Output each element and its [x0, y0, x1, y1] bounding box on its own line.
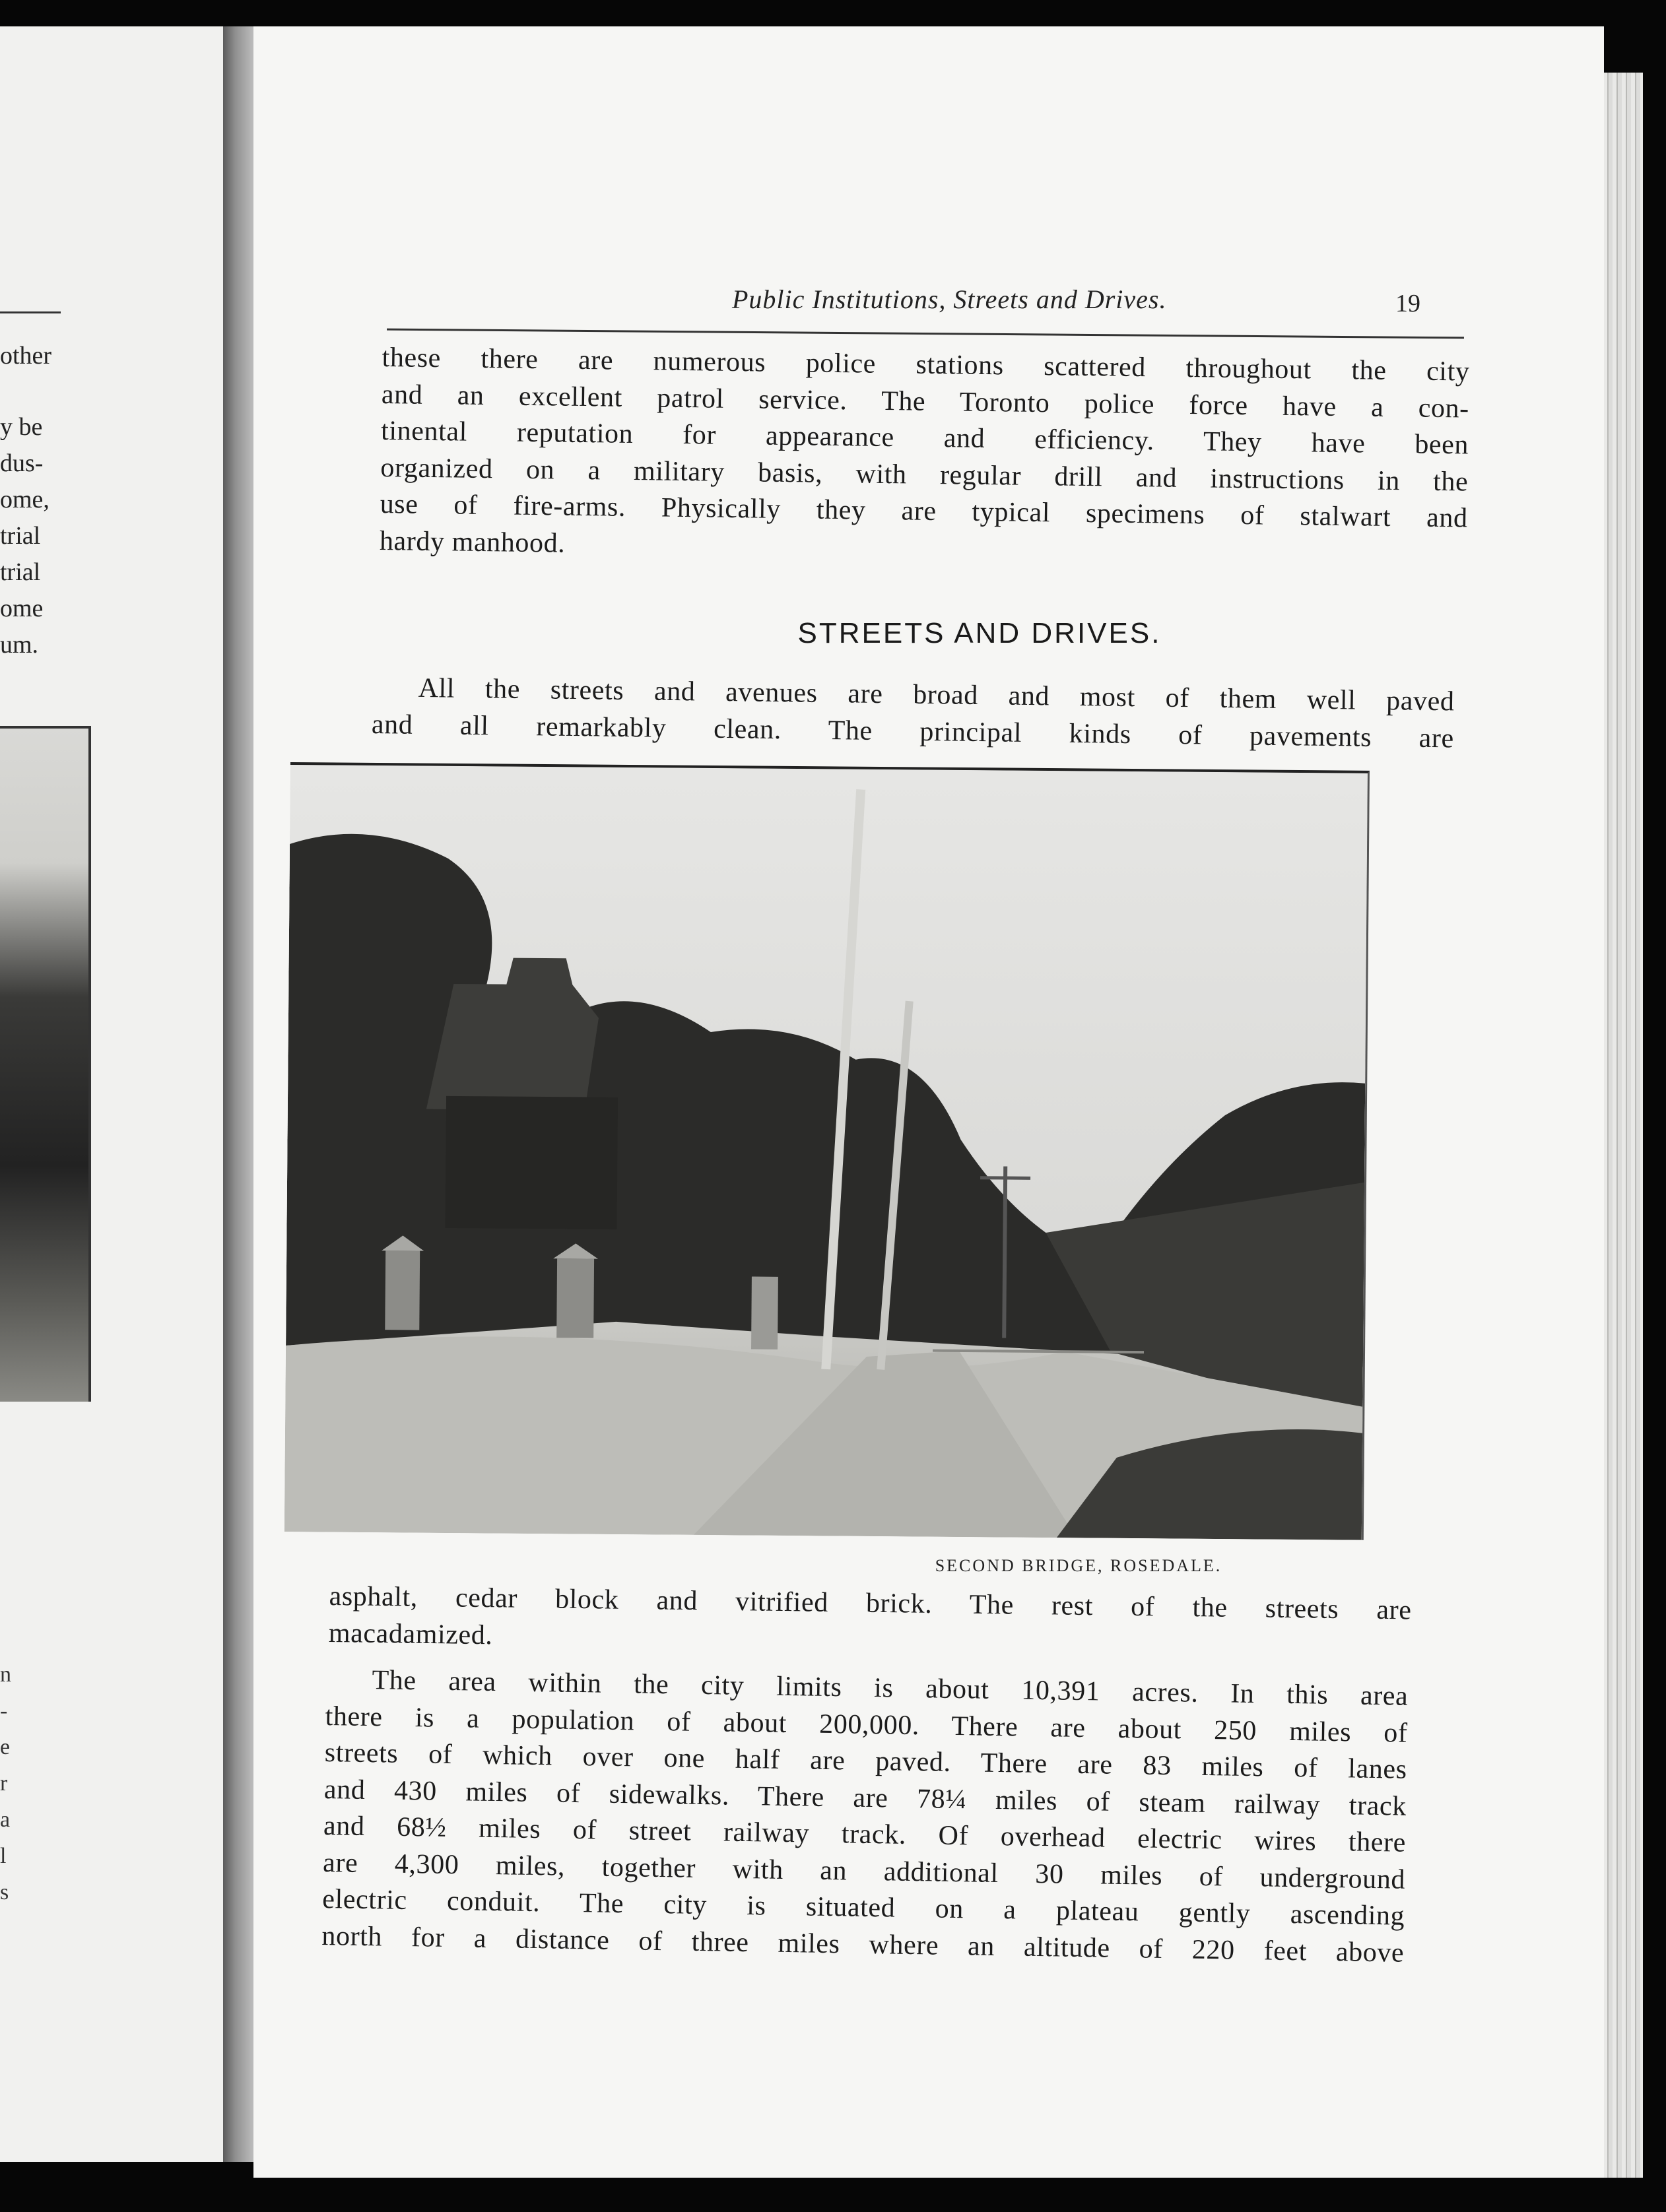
left-page-fragment: other	[0, 342, 52, 370]
text-line: use of fire-arms. Physically they are typical specimens of stalwart and	[380, 488, 1468, 534]
left-page-fragment: dus-	[0, 449, 44, 477]
left-page-fragment: ome,	[0, 486, 50, 513]
book-gutter	[223, 26, 253, 2162]
paragraph-streets-intro	[372, 670, 1455, 757]
left-page-fragment: -	[0, 1699, 8, 1723]
photograph-second-bridge-rosedale	[284, 762, 1370, 1540]
header-rule	[387, 329, 1464, 339]
text-line: streets of which over one half are paved. There are 83 miles of lanes	[324, 1737, 1407, 1785]
text-line: there is a population of about 200,000. There are about 250 miles of	[325, 1701, 1408, 1749]
photo-illustration	[284, 765, 1368, 1540]
text-line: north for a distance of three miles where an altitude of 220 feet above	[321, 1920, 1405, 1968]
book-page	[253, 26, 1604, 2178]
text-line: tinental reputation for appearance and efficiency. They have been	[380, 415, 1469, 461]
text-line: asphalt, cedar block and vitrified brick. The rest of the streets are	[329, 1580, 1412, 1626]
text-line: and 68½ miles of street railway track. Of overhead electric wires there	[323, 1810, 1407, 1858]
left-page-fragment: ome	[0, 595, 44, 622]
left-page-fragment: s	[0, 1880, 9, 1904]
text-line: The area within the city limits is about 10,391 acres. In this area	[372, 1665, 1409, 1712]
left-page-fragment: n	[0, 1662, 11, 1687]
text-line: are 4,300 miles, together with an additional 30 miles of underground	[322, 1847, 1406, 1895]
left-page-fragment: y be	[0, 413, 43, 441]
text-line: these there are numerous police stations scattered throughout the city	[382, 342, 1470, 387]
running-title: Public Institutions, Streets and Drives.	[732, 284, 1167, 314]
text-line: electric conduit. The city is situated on a plateau gently ascending	[321, 1883, 1405, 1932]
text-line: All the streets and avenues are broad and most of them well paved	[418, 672, 1455, 717]
left-page-photo	[0, 726, 91, 1402]
text-line: organized on a military basis, with regular drill and instructions in the	[380, 452, 1469, 498]
left-page-fragment: trial	[0, 558, 41, 586]
left-facing-page	[0, 26, 227, 2162]
left-page-fragment: a	[0, 1807, 11, 1832]
left-page-fragment: um.	[0, 631, 39, 659]
left-page-fragment: l	[0, 1844, 7, 1868]
left-page-fragment: trial	[0, 522, 41, 550]
page-header	[372, 264, 1587, 323]
left-page-fragment: e	[0, 1735, 11, 1759]
photo-caption: SECOND BRIDGE, ROSEDALE.	[935, 1556, 1222, 1575]
paragraph-pavements	[329, 1578, 1412, 1666]
paragraph-police	[380, 340, 1470, 574]
left-page-rule	[0, 311, 61, 313]
text-line: and an excellent patrol service. The Toronto police force have a con-	[381, 379, 1470, 424]
section-heading: STREETS AND DRIVES.	[797, 617, 1162, 649]
paragraph-city-statistics	[321, 1662, 1409, 1972]
text-line: and all remarkably clean. The principal kinds of pavements are	[371, 709, 1455, 754]
text-line: and 430 miles of sidewalks. There are 78¼ miles of steam railway track	[323, 1774, 1407, 1822]
text-line: macadamized.	[328, 1617, 493, 1650]
left-page-fragment: r	[0, 1771, 8, 1796]
text-line: hardy manhood.	[379, 525, 566, 559]
page-number: 19	[1395, 290, 1420, 317]
